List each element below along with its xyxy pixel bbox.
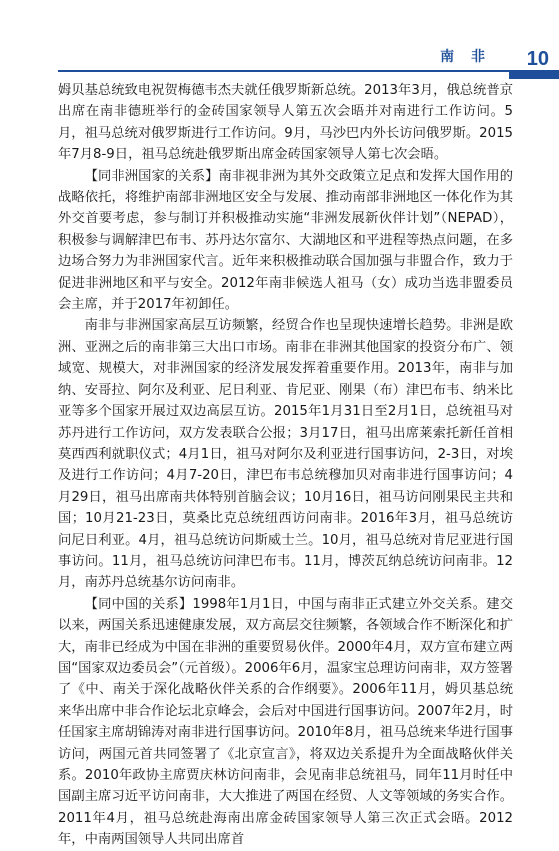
running-header-title: 南 非	[440, 49, 491, 65]
header-accent-bar	[509, 70, 559, 79]
paragraph-africa-relations: 【同非洲国家的关系】南非视非洲为其外交政策立足点和发挥大国作用的战略依托，将维护南部非洲地区安全与发展、推动南部非洲地区一体化作为其外交首要考虑，参与制订并积极推动实施“非洲发展新伙伴计划”（NEPAD），积极参与调解津巴布韦、苏丹达尔富尔、大湖地区和平进程等热点问题，在多边场合努力为非洲国家代言。近年来积极推动联合国加强与非盟合作，致力于促进非洲地区和平与安全。2012年南非候选人祖马（女）成功当选非盟委员会主席，并于2017年初卸任。	[58, 168, 513, 313]
paragraph-africa-visits: 南非与非洲国家高层互访频繁，经贸合作也呈现快速增长趋势。非洲是欧洲、亚洲之后的南非第三大出口市场。南非在非洲其他国家的投资分布广、领域宽、规模大，对非洲国家的经济发展发挥着重要作用。2013年，南非与加纳、安哥拉、阿尔及利亚、尼日利亚、肯尼亚、刚果（布）津巴布韦、纳米比亚等多个国家开展过双边高层互访。2015年1月31日至2月1日，总统祖马对苏丹进行工作访问，双方发表联合公报；3月17日，祖马出席莱索托新任首相莫西西利就职仪式；4月1日，祖马对阿尔及利亚进行国事访问，2-3日，对埃及进行工作访问；4月7-20日，津巴布韦总统穆加贝对南非进行国事访问；4月29日，祖马出席南共体特别首脑会议；10月16日，祖马访问刚果民主共和国；10月21-23日，莫桑比克总统纽西访问南非。2016年3月，祖马总统访问尼日利亚。4月，祖马总统访问斯威士兰。10月，祖马总统对肯尼亚进行国事访问。11月，祖马总统访问津巴布韦。11月，博茨瓦纳总统访问南非。12月，南苏丹总统基尔访问南非。	[58, 318, 513, 591]
paragraph-china-relations: 【同中国的关系】1998年1月1日，中国与南非正式建立外交关系。建交以来，两国关系迅速健康发展，双方高层交往频繁，各领域合作不断深化和扩大，南非已经成为中国在非洲的重要贸易伙伴。2000年4月，双方宣布建立两国“国家双边委员会”（元首级）。2006年6月，温家宝总理访问南非，双方签署了《中、南关于深化战略伙伴关系的合作纲要》。2006年11月，姆贝基总统来华出席中非合作论坛北京峰会，会后对中国进行国事访问。2007年2月，时任国家主席胡锦涛对南非进行国事访问。2010年8月，祖马总统来华进行国事访问，两国元首共同签署了《北京宣言》，将双边关系提升为全面战略伙伴关系。2010年政协主席贾庆林访问南非，会见南非总统祖马，同年11月时任中国副主席习近平访问南非，大大推进了两国在经贸、人文等领域的务实合作。2011年4月，祖马总统赴海南出席金砖国家领导人第三次正式会晤。2012年，中南两国领导人共同出席首	[58, 596, 513, 848]
page-number: 10	[526, 48, 549, 70]
page-header	[0, 46, 559, 74]
paragraph-russia-relations: 姆贝基总统致电祝贺梅德韦杰夫就任俄罗斯新总统。2013年3月，俄总统普京出席在南非德班举行的金砖国家领导人第五次会晤并对南进行工作访问。5月，祖马总统对俄罗斯进行工作访问。9月，马沙巴内外长访问俄罗斯。2015年7月8-9日，祖马总统赴俄罗斯出席金砖国家领导人第七次会晤。	[58, 83, 513, 163]
body-text	[58, 80, 513, 851]
header-rule	[58, 70, 509, 72]
